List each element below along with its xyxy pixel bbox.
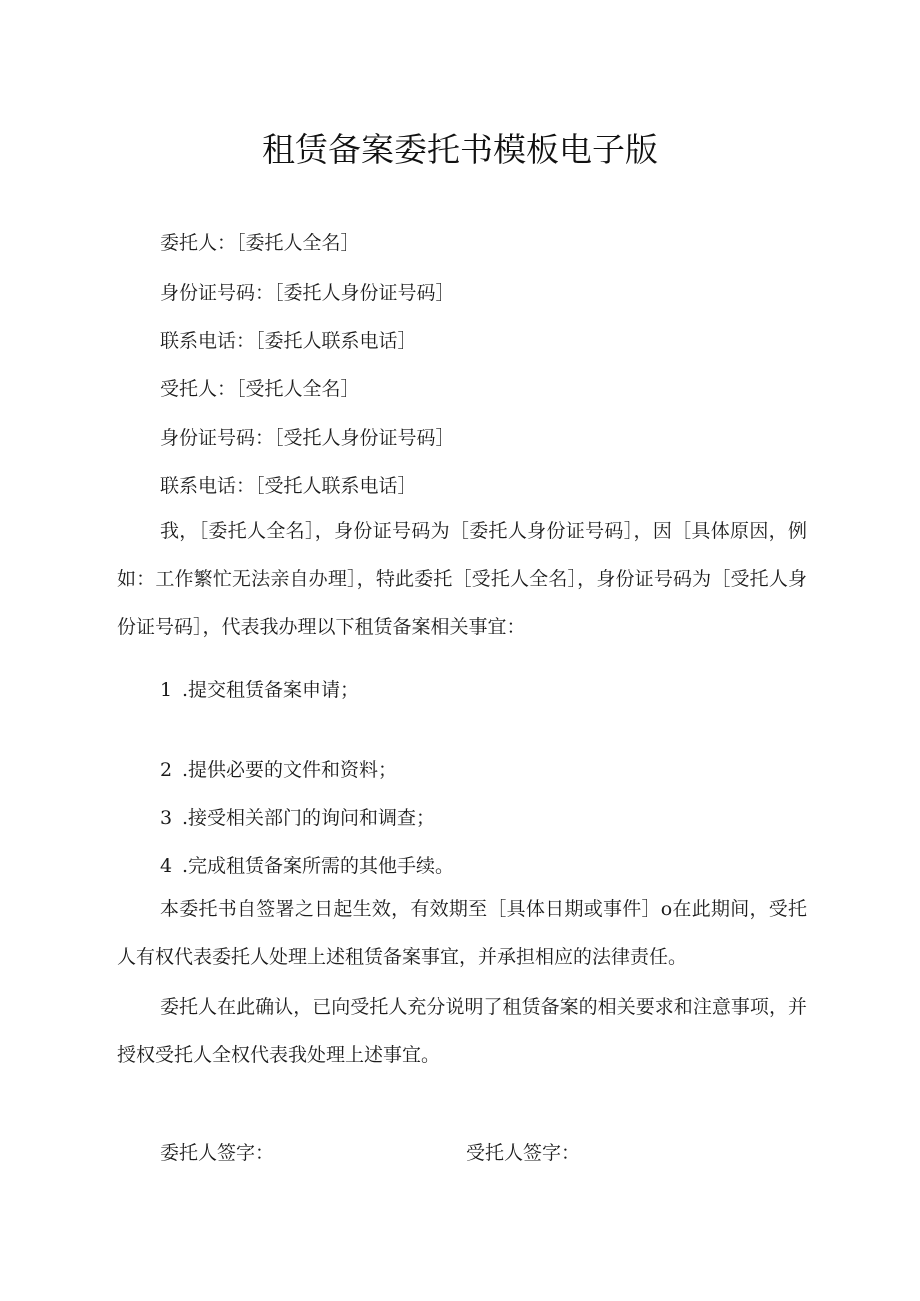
list-item-number: 4	[160, 855, 173, 877]
agent-id-field: 身份证号码：［受托人身份证号码］	[160, 427, 455, 449]
principal-phone-field: 联系电话：［委托人联系电话］	[160, 330, 417, 352]
list-item-text: .提供必要的文件和资料；	[182, 759, 398, 781]
list-item-text: .提交租赁备案申请；	[182, 679, 360, 701]
validity-paragraph: 本委托书自签署之日起生效，有效期至［具体日期或事件］o在此期间，受托人有权代表委托人处理上述租赁备案事宜，并承担相应的法律责任。	[117, 898, 807, 968]
principal-id-field: 身份证号码：［委托人身份证号码］	[160, 282, 455, 304]
principal-name-field: 委托人：［委托人全名］	[160, 232, 360, 254]
list-item-number: 3	[160, 807, 173, 829]
list-item	[160, 851, 454, 878]
confirmation-paragraph: 委托人在此确认，已向受托人充分说明了租赁备案的相关要求和注意事项，并授权受托人全权代表我处理上述事宜。	[117, 996, 807, 1066]
agent-phone-field: 联系电话：［受托人联系电话］	[160, 475, 417, 497]
principal-signature-label: 委托人签字：	[160, 1142, 275, 1164]
list-item-number: 2	[160, 759, 173, 781]
agent-signature-label: 受托人签字：	[466, 1142, 581, 1164]
intro-paragraph: 我，［委托人全名］，身份证号码为［委托人身份证号码］，因［具体原因，例如：工作繁忙无法亲自办理］，特此委托［受托人全名］，身份证号码为［受托人身份证号码］，代表我办理以下租赁备案相关事宜：	[117, 520, 807, 638]
list-item-text: .接受相关部门的询问和调查；	[182, 807, 436, 829]
agent-name-field: 受托人：［受托人全名］	[160, 378, 360, 400]
list-item	[160, 803, 435, 830]
list-item-text: .完成租赁备案所需的其他手续。	[182, 855, 455, 877]
list-item-number: 1	[160, 679, 173, 701]
list-item	[160, 675, 359, 702]
list-item	[160, 755, 397, 782]
document-title: 租赁备案委托书模板电子版	[262, 130, 658, 169]
